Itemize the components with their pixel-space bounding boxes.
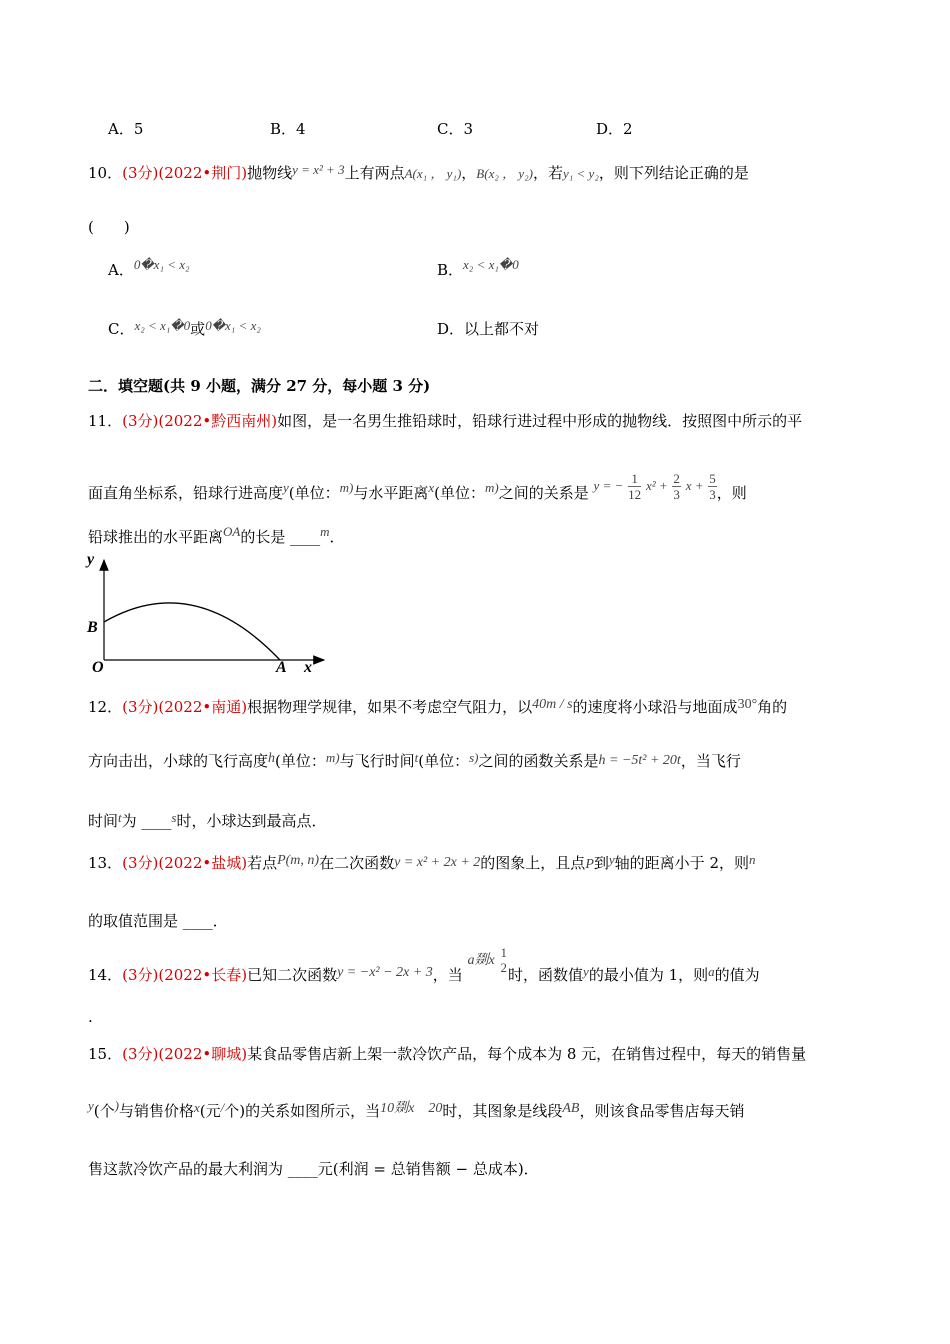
math-var: y [583, 964, 589, 979]
math-condition: 10剟x 20 [380, 1101, 443, 1116]
math-condition [468, 945, 509, 975]
text: 到 [593, 854, 609, 872]
text: 面直角坐标系，铅球行进高度 [88, 484, 284, 502]
text: (单位： [434, 484, 486, 502]
question-11-line-3 [88, 524, 345, 547]
question-source: (3分)(2022•黔西南州) [122, 412, 278, 430]
question-11-line-1 [88, 410, 802, 431]
question-11-line-2 [88, 468, 747, 508]
math-speed: 40m / s [532, 697, 573, 712]
text: 与飞行时间 [339, 752, 415, 770]
math-option: x₂ < x₁�0 [463, 257, 519, 272]
text: (单位： [288, 484, 340, 502]
denominator: 3 [709, 486, 716, 502]
question-12-line-1 [88, 696, 787, 717]
math-var: OA [223, 524, 241, 539]
text: 的速度将小球沿与地面成 [572, 698, 738, 716]
text: 或 [190, 320, 206, 338]
text: 时，函数值 [508, 966, 584, 984]
question-15-line-2 [88, 1097, 744, 1121]
text: 与销售价格 [118, 1102, 194, 1120]
text: 之间的关系是 [498, 484, 589, 502]
option-label: C． [108, 320, 135, 338]
math-unit: m) [485, 480, 499, 495]
math-point-b: B(x₂ ， y₂) [476, 166, 533, 181]
text: 为 ____ [121, 812, 172, 830]
math-unit: m) [339, 480, 354, 495]
question-source: (3分)(2022•盐城) [122, 854, 248, 872]
text: 个)的关系如图所示，当 [224, 1102, 381, 1120]
math-text: x + [685, 478, 704, 493]
math-text: y = − [593, 478, 624, 493]
text: 方向击出，小球的飞行高度 [88, 752, 269, 770]
text: 轴的距离小于 2，则 [614, 854, 749, 872]
option-a: A．5 [108, 120, 144, 138]
math-equation: y = −x² − 2x + 3 [337, 965, 433, 980]
option-label: A． [108, 261, 134, 279]
parabola-curve [104, 603, 280, 660]
question-number: 12． [88, 698, 123, 716]
math-var: y [88, 1098, 94, 1113]
math-condition: y₁ < y₂ [563, 166, 599, 181]
text: 的值为 [714, 966, 760, 984]
math-text: a剟x [467, 953, 495, 968]
question-number: 11． [88, 412, 123, 430]
text: ， [461, 164, 477, 182]
math-point-a: A(x₁ ， y₁) [404, 166, 462, 181]
text: ，则 [716, 484, 747, 502]
origin-label: O [92, 659, 104, 676]
option-a [108, 257, 190, 280]
fraction [500, 945, 509, 975]
question-number: 13． [88, 854, 123, 872]
numerator: 1 [628, 471, 641, 487]
question-12-line-3 [88, 810, 327, 831]
text: 根据物理学规律，如果不考虑空气阻力，以 [247, 698, 533, 716]
section-heading: 二．填空题(共 9 小题，满分 27 分，每小题 3 分) [88, 377, 431, 395]
math-var: y [283, 480, 289, 495]
text: ，当 [432, 966, 463, 984]
math-text: ) [114, 1098, 119, 1113]
text: 的图象上，且点 [480, 854, 586, 872]
text: ，则下列结论正确的是 [598, 164, 749, 182]
text: (元 [199, 1102, 221, 1120]
text: 上有两点 [344, 164, 405, 182]
math-var: t [414, 750, 419, 765]
option-label: B． [437, 261, 464, 279]
fraction [628, 471, 641, 502]
text: 时间 [88, 812, 119, 830]
math-option: x₂ < x₁�0 [134, 318, 191, 333]
math-equation: y = x² + 2x + 2 [394, 855, 481, 870]
denominator: 3 [673, 486, 680, 502]
text: (个 [93, 1102, 115, 1120]
numerator: 2 [673, 470, 680, 486]
question-10-line-1 [88, 162, 749, 183]
text: ，若 [532, 164, 563, 182]
text: 已知二次函数 [247, 966, 338, 984]
question-15-line-1 [88, 1043, 806, 1064]
math-unit: s [171, 810, 177, 825]
option-c: C．3 [437, 120, 474, 138]
question-number: 14． [88, 966, 123, 984]
y-axis-label: y [87, 551, 95, 568]
question-source: (3分)(2022•南通) [122, 698, 248, 716]
point-b-label: B [87, 619, 98, 636]
math-text: / [220, 1100, 225, 1115]
parabola-figure [84, 548, 334, 678]
text: 铅球推出的水平距离 [88, 528, 224, 546]
text: 的最小值为 1，则 [588, 966, 709, 984]
denominator: 2 [500, 960, 508, 975]
math-var: x [428, 480, 435, 495]
text: 时，其图象是线段 [442, 1102, 563, 1120]
text: 某食品零售店新上架一款冷饮产品，每个成本为 8 元，在销售过程中，每天的销售量 [247, 1045, 807, 1063]
numerator: 5 [709, 470, 716, 486]
text: 如图，是一名男生推铅球时，铅球行进过程中形成的抛物线．按照图中所示的平 [277, 412, 803, 430]
option-c [108, 318, 261, 339]
question-12-line-2 [88, 750, 741, 771]
text: 若点 [247, 854, 278, 872]
math-option: 0�x₁ < x₂ [133, 257, 190, 272]
fraction [672, 471, 681, 502]
math-angle: 30° [737, 697, 758, 712]
math-equation [594, 465, 717, 506]
answer-paren: ( ) [88, 218, 130, 236]
option-d: D．2 [596, 120, 633, 138]
text: 角的 [757, 698, 788, 716]
question-14-line-2: . [88, 1008, 93, 1026]
question-13-line-2: 的取值范围是 ____． [88, 912, 228, 930]
text: (单位： [275, 752, 326, 770]
text: 之间的函数关系是 [478, 752, 599, 770]
text: ，则该食品零售店每天销 [579, 1102, 745, 1120]
option-d: D．以上都不对 [437, 320, 540, 338]
question-15-line-3: 售这款冷饮产品的最大利润为 ____元(利润 = 总销售额 − 总成本)． [88, 1160, 539, 1178]
question-13-line-1 [88, 852, 755, 873]
text: ． [329, 528, 345, 546]
math-var: a [708, 964, 715, 979]
math-equation: y = x² + 3 [292, 162, 345, 177]
math-var: t [118, 810, 122, 825]
math-point: P [585, 857, 594, 872]
option-b [437, 257, 519, 280]
math-unit: m) [325, 750, 340, 765]
x-axis-label: x [304, 659, 312, 676]
math-unit: s) [469, 750, 479, 765]
math-point: P(m, n) [277, 853, 320, 868]
text: 的长是 ____ [240, 528, 321, 546]
math-unit: m [320, 524, 330, 539]
numerator: 1 [500, 945, 508, 960]
math-equation: h = −5t² + 20t [598, 753, 681, 768]
question-source: (3分)(2022•荆门) [122, 164, 248, 182]
question-14-line-1 [88, 944, 760, 988]
text: 在二次函数 [319, 854, 395, 872]
text: 与水平距离 [353, 484, 429, 502]
math-var: n [748, 852, 756, 867]
math-segment: AB [562, 1101, 580, 1116]
math-var: h [268, 751, 276, 766]
text: 抛物线 [247, 164, 293, 182]
question-source: (3分)(2022•聊城) [122, 1045, 248, 1063]
question-number: 15． [88, 1045, 123, 1063]
text: ，当飞行 [680, 752, 741, 770]
text: (单位： [418, 752, 470, 770]
fraction [708, 471, 717, 502]
point-a-label: A [276, 659, 287, 676]
text: 时，小球达到最高点． [176, 812, 327, 830]
math-var: y [608, 852, 615, 867]
question-source: (3分)(2022•长春) [122, 966, 248, 984]
math-option: 0�x₁ < x₂ [205, 318, 261, 333]
math-text: x² + [645, 478, 668, 493]
question-number: 10． [88, 164, 123, 182]
option-b: B．4 [270, 120, 306, 138]
denominator: 12 [628, 486, 642, 502]
math-var: x [194, 1100, 200, 1115]
